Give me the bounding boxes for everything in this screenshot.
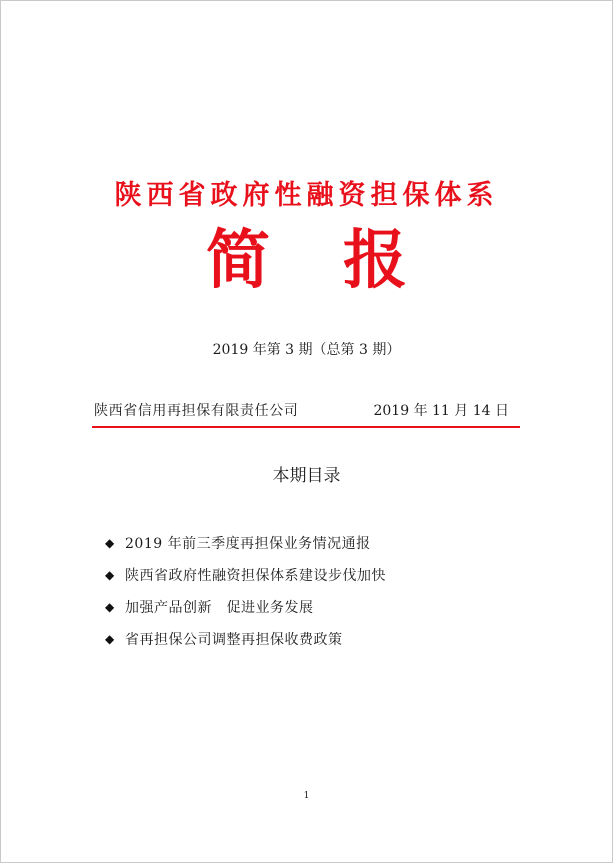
- diamond-bullet-icon: ◆: [105, 568, 115, 582]
- toc-item: [105, 527, 525, 559]
- toc-item: [105, 623, 525, 655]
- toc-item-label: 省再担保公司调整再担保收费政策: [125, 632, 343, 648]
- toc-list: [105, 527, 525, 655]
- toc-item-label: 陕西省政府性融资担保体系建设步伐加快: [125, 568, 386, 584]
- red-divider-line: [92, 426, 520, 428]
- diamond-bullet-icon: ◆: [105, 600, 115, 614]
- brief-title: [206, 223, 411, 299]
- issue-number: 2019 年第 3 期（总第 3 期）: [212, 342, 401, 358]
- brief-title-char-bao: 报: [343, 223, 407, 298]
- toc-heading: 本期目录: [272, 466, 341, 486]
- diamond-bullet-icon: ◆: [105, 536, 115, 550]
- toc-item-label: 2019 年前三季度再担保业务情况通报: [125, 536, 371, 552]
- org-title: 陕西省政府性融资担保体系: [114, 180, 499, 211]
- toc-item: [105, 559, 525, 591]
- toc-item: [105, 591, 525, 623]
- issue-date: 2019 年 11 月 14 日: [373, 403, 509, 419]
- brief-title-char-jian: 简: [206, 223, 270, 298]
- diamond-bullet-icon: ◆: [105, 632, 115, 646]
- toc-item-label: 加强产品创新 促进业务发展: [125, 600, 314, 616]
- page-number: 1: [303, 791, 310, 801]
- issuer-name: 陕西省信用再担保有限责任公司: [94, 403, 299, 419]
- issuer-date-row: [94, 400, 519, 422]
